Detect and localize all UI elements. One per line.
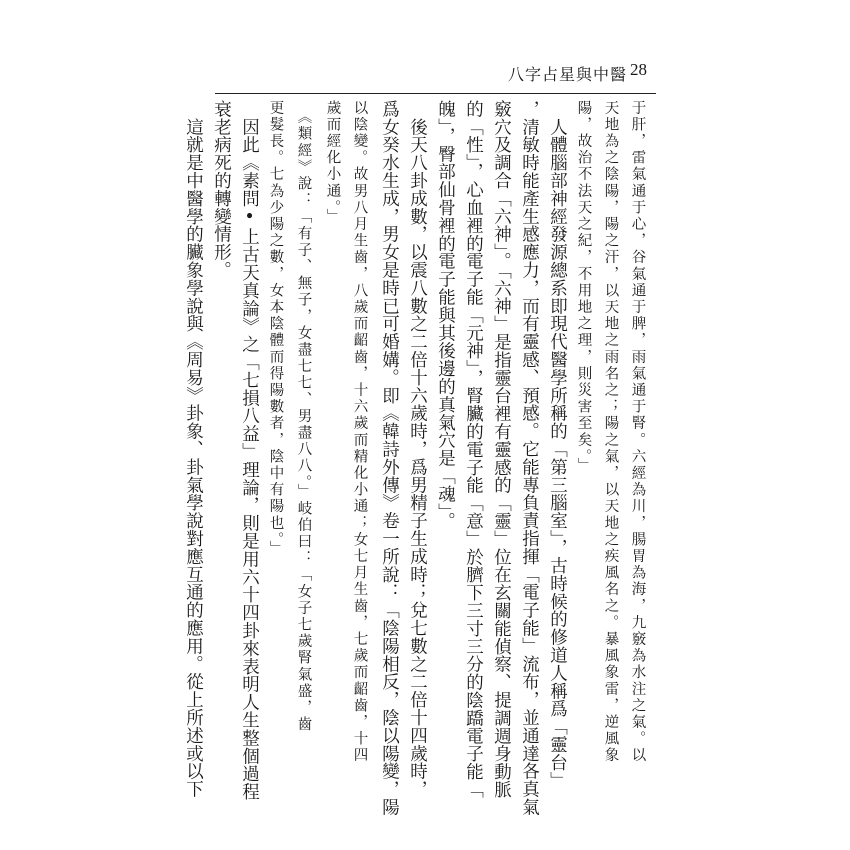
text-column: 衰老病死的轉變情形。	[211, 100, 232, 279]
text-column: 人體腦部神經發源總系即現代醫學所稱的「第三腦室」，古時候的修道人稱爲「靈台」	[547, 100, 568, 790]
text-column: 這就是中醫學的臟象學說與《周易》卦象、卦氣學說對應互通的應用。從上所述或以下	[183, 100, 204, 799]
quoted-text-column: 于肝，雷氣通于心，谷氣通于脾，雨氣通于腎。六經為川，腸胃為海，九竅為水注之氣。以	[629, 100, 646, 764]
page-number: 28	[630, 60, 647, 79]
quoted-text-column: 歲而經化小通。」	[324, 100, 341, 226]
text-column: 因此《素問•上古天真論》之「七損八益」理論，則是用六十四卦來表明人生整個過程	[239, 100, 260, 801]
running-header-title: 八字占星與中醫	[508, 65, 628, 84]
quoted-text-column: 天地為之陰陽，陽之汗，以天地之雨名之；陽之氣，以天地之疾風名之。暴風象雷，逆風象	[602, 100, 619, 764]
text-column: 竅穴及調合「六神」。「六神」是指靈台裡有靈感的「靈」位在玄關能偵察、提調週身動脈	[491, 100, 512, 799]
text-column: 魄」，臀部仙骨裡的電子能與其後邊的真氣穴是「魂」。	[435, 100, 456, 530]
quoted-text-column: 陽，故治不法天之紀，不用地之理，則災害至矣。」	[575, 100, 592, 475]
text-column: 後天八卦成數，以震八數之二倍十六歲時，爲男精子生成時；兌七數之二倍十四歲時，	[407, 100, 428, 799]
quoted-text-column: 以陰變。故男八月生齒，八歲而齠齒，十六歲而精化小通；女七月生齒，七歲而齠齒，十四	[351, 100, 368, 764]
header-rule	[215, 93, 656, 94]
quoted-text-column: 更髮長。七為少陽之數，女本陰體而得陽數者，陰中有陽也。」	[267, 100, 284, 558]
text-column: ，清敏時能產生感應力，而有靈感、預感。它能專負責指揮「電子能」流布，並通達各真氣	[519, 100, 540, 816]
text-column: 的「性」，心血裡的電子能「元神」，腎臟的電子能「意」於臍下三寸三分的陰蹻電子能「	[463, 100, 484, 799]
text-column: 爲女癸水生成，男女是時已可婚媾。即《韓詩外傳》卷一所說：「陰陽相反，陰以陽變，陽	[379, 100, 400, 816]
quoted-text-column: 《類經》說：「有子、無子，女盡七七、男盡八八。」岐伯曰：「女子七歲腎氣盛，齒	[295, 100, 312, 733]
